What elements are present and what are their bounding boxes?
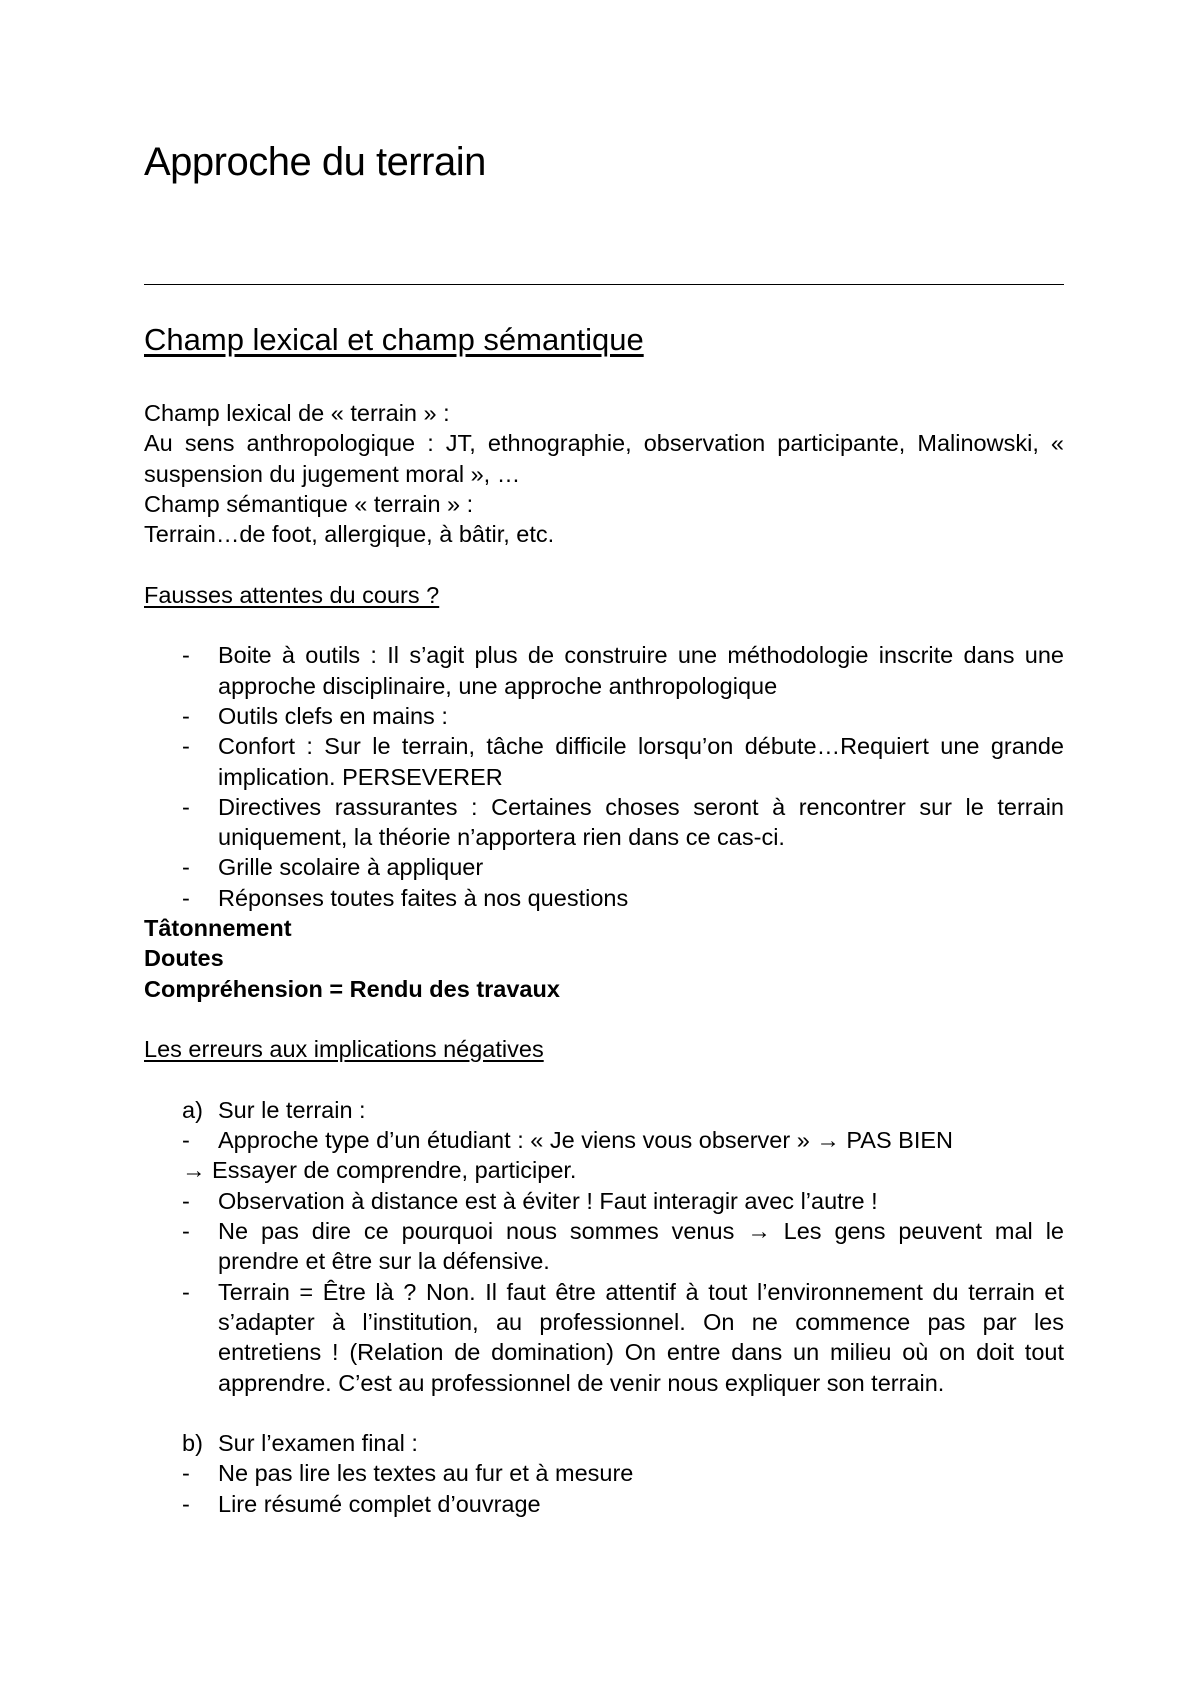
list-item: - Confort : Sur le terrain, tâche difficile lorsqu’on débute…Requiert une grande implication. PERSEVERER	[182, 733, 1064, 790]
erreurs-b-list	[144, 1458, 1064, 1519]
bold-line: Doutes	[144, 945, 224, 972]
section-heading: Champ lexical et champ sémantique	[144, 322, 644, 357]
list-item: - Observation à distance est à éviter ! Faut interagir avec l’autre !	[182, 1187, 878, 1214]
semantic-label: Champ sémantique « terrain » :	[144, 490, 474, 517]
attentes-list	[144, 640, 1064, 913]
lexical-label: Champ lexical de « terrain » :	[144, 400, 450, 426]
page-title: Approche du terrain	[144, 140, 486, 184]
bold-line: Tâtonnement	[144, 915, 292, 942]
erreurs-heading: Les erreurs aux implications négatives	[144, 1036, 544, 1063]
erreurs-a-list-2	[144, 1186, 1064, 1398]
list-item: - Boite à outils : Il s’agit plus de construire une méthodologie inscrite dans une approche disciplinaire, une approche anthropologique	[182, 642, 1064, 699]
list-item: - Réponses toutes faites à nos questions	[182, 884, 629, 911]
list-item: - Approche type d’un étudiant : « Je viens vous observer » → PAS BIEN	[182, 1127, 953, 1154]
bold-line: Compréhension = Rendu des travaux	[144, 975, 560, 1002]
document-body	[144, 398, 1064, 1519]
list-item: - Ne pas dire ce pourquoi nous sommes venus → Les gens peuvent mal le prendre et être sur la défensive.	[182, 1218, 1064, 1275]
list-item: - Grille scolaire à appliquer	[182, 854, 484, 881]
list-item: - Ne pas lire les textes au fur et à mesure	[182, 1460, 634, 1487]
arrow-line: → Essayer de comprendre, participer.	[182, 1157, 577, 1184]
semantic-text: Terrain…de foot, allergique, à bâtir, etc.	[144, 521, 555, 548]
lexical-text: Au sens anthropologique : JT, ethnographie, observation participante, Malinowski, « suspension du jugement moral », …	[144, 430, 1064, 487]
attentes-heading: Fausses attentes du cours ?	[144, 581, 440, 608]
erreurs-a-list-1	[144, 1125, 1064, 1155]
list-item: - Outils clefs en mains :	[182, 702, 448, 729]
alpha-item-a: a) Sur le terrain :	[182, 1096, 366, 1123]
horizontal-rule	[144, 284, 1064, 285]
list-item: - Lire résumé complet d’ouvrage	[182, 1490, 541, 1517]
list-item: - Directives rassurantes : Certaines choses seront à rencontrer sur le terrain uniquement, la théorie n’apportera rien dans ce cas-ci.	[182, 793, 1064, 851]
alpha-item-b: b) Sur l’examen final :	[182, 1430, 418, 1457]
list-item: - Terrain = Être là ? Non. Il faut être attentif à tout l’environnement du terrain et s’adapter à l’institution, au professionnel. On ne commence pas par les entretiens ! (Relation de domination) On entre dans un milieu où on doit tout apprendre. C’est au professionnel de venir nous expliquer son terrain.	[182, 1278, 1064, 1396]
